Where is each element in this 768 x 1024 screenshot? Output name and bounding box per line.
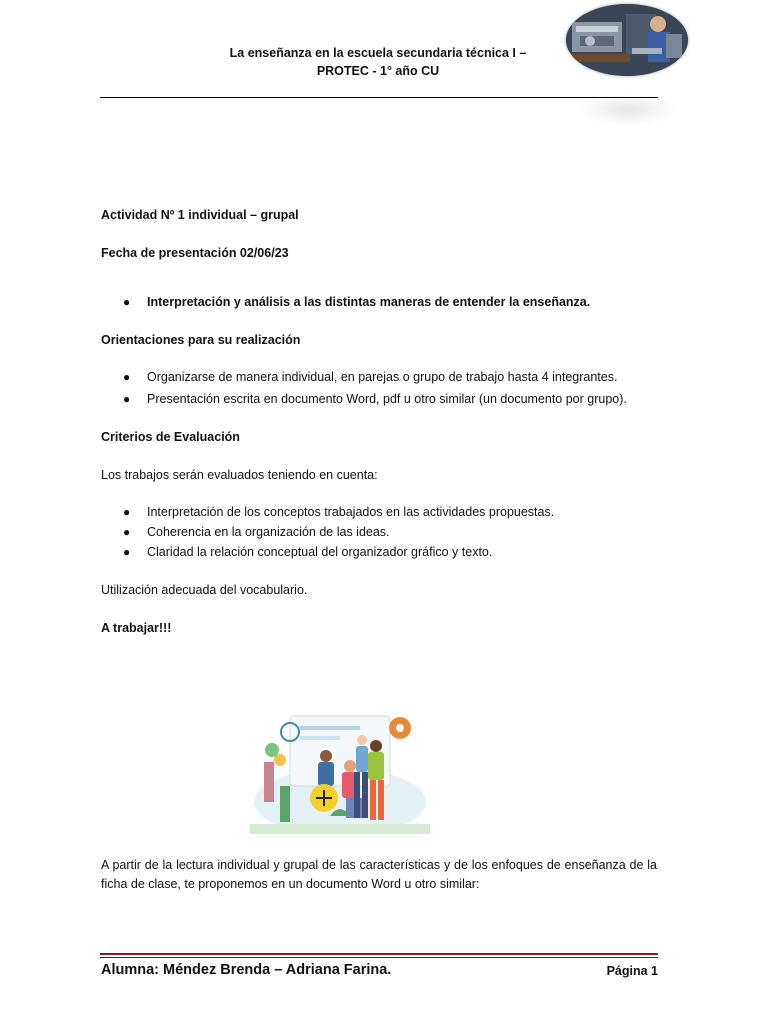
header-rule	[100, 97, 658, 98]
teamwork-illustration-image	[250, 706, 430, 834]
criteria-item-text: Interpretación de los conceptos trabajados en las actividades propuestas.	[147, 505, 555, 519]
list-item	[101, 368, 657, 387]
bullet-icon: ●	[123, 545, 131, 559]
criteria-heading: Criterios de Evaluación	[101, 430, 240, 444]
bullet-icon: ●	[123, 505, 131, 519]
footer-rule-bottom	[100, 957, 658, 958]
teamwork-illustration	[250, 706, 430, 834]
document-body	[101, 206, 657, 638]
list-item	[101, 543, 657, 562]
criteria-item-text: Coherencia en la organización de las ideas.	[147, 525, 390, 539]
list-item	[101, 503, 657, 522]
bullet-icon: ●	[123, 370, 131, 384]
bullet-icon: ●	[123, 392, 131, 406]
workshop-image	[566, 4, 688, 76]
bullet-icon: ●	[123, 525, 131, 539]
call-to-action: A trabajar!!!	[101, 621, 172, 635]
objective-text: Interpretación y análisis a las distintas maneras de entender la enseñanza.	[147, 295, 591, 309]
closing-paragraph-text: A partir de la lectura individual y grupal de las características y de los enfoques de enseñanza de la ficha de clase, te proponemos en un documento Word u otro similar:	[101, 858, 657, 891]
closing-paragraph	[101, 856, 657, 894]
orientation-item-text: Organizarse de manera individual, en parejas o grupo de trabajo hasta 4 integrantes.	[147, 370, 618, 384]
criteria-list	[101, 503, 657, 562]
objective-list	[101, 293, 657, 312]
list-item	[101, 523, 657, 542]
footer-page-number: Página 1	[606, 964, 658, 978]
criteria-intro: Los trabajos serán evaluados teniendo en cuenta:	[101, 468, 378, 482]
activity-title: Actividad Nº 1 individual – grupal	[101, 208, 299, 222]
bullet-icon: ●	[123, 295, 131, 309]
presentation-date: Fecha de presentación 02/06/23	[101, 246, 289, 260]
footer-student-name: Alumna: Méndez Brenda – Adriana Farina.	[101, 962, 392, 978]
header-photo-workshop	[566, 4, 688, 76]
list-item	[101, 293, 657, 312]
header-title-line1: La enseñanza en la escuela secundaria técnica I –	[229, 46, 527, 60]
orientations-list	[101, 368, 657, 409]
orientations-heading: Orientaciones para su realización	[101, 333, 301, 347]
header-title	[200, 44, 556, 80]
orientation-item-text: Presentación escrita en documento Word, pdf u otro similar (un documento por grupo).	[147, 392, 627, 406]
list-item	[101, 390, 657, 409]
header-shadow	[578, 94, 678, 126]
vocabulary-criterion: Utilización adecuada del vocabulario.	[101, 583, 308, 597]
footer-rule-top	[100, 953, 658, 955]
header-title-line2: PROTEC - 1° año CU	[316, 64, 440, 78]
criteria-item-text: Claridad la relación conceptual del organizador gráfico y texto.	[147, 545, 493, 559]
